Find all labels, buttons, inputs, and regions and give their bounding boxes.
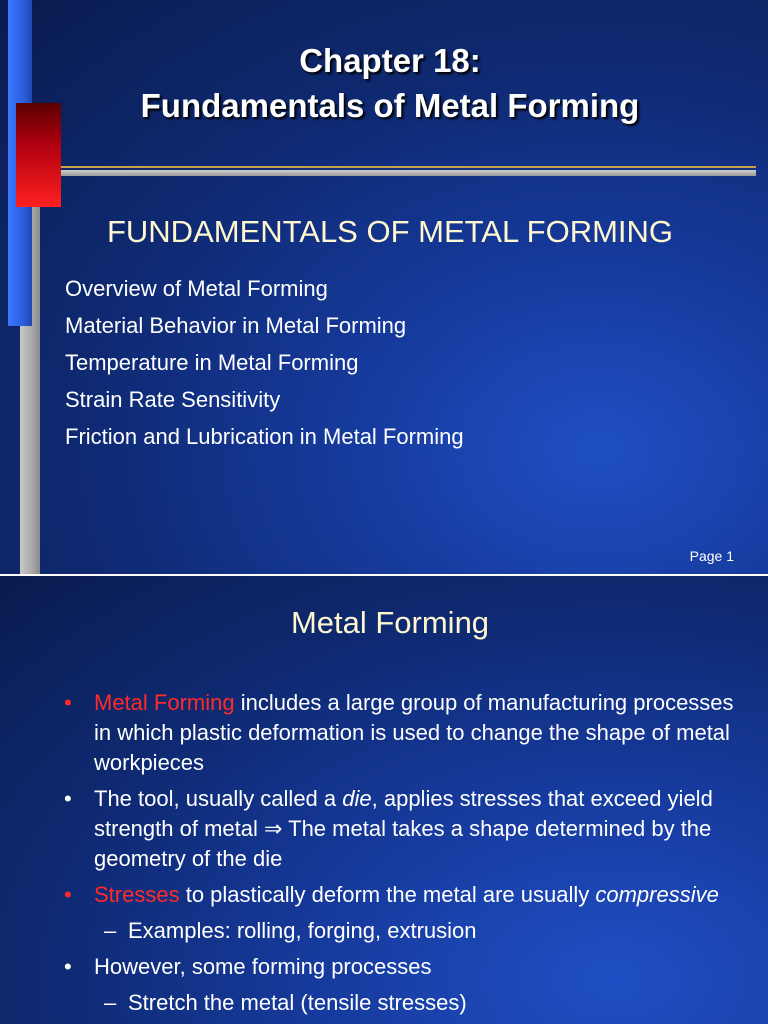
topic-item: Strain Rate Sensitivity: [65, 387, 281, 412]
bullet-marker: •: [64, 954, 72, 979]
page-number: Page 1: [689, 548, 734, 564]
chapter-title: [40, 38, 740, 128]
bullet-marker: •: [64, 690, 72, 715]
term-italic: compressive: [595, 882, 719, 907]
section-heading: FUNDAMENTALS OF METAL FORMING: [106, 214, 674, 249]
decorative-gold-line: [20, 166, 756, 168]
bullet-text: The tool, usually called a: [94, 786, 343, 811]
decorative-grey-line: [32, 170, 756, 176]
bullet-marker: •: [64, 786, 72, 811]
bullet-text: The metal takes a shape determined by the geometry of the die: [94, 816, 712, 871]
bullet-text: , applies stresses that exceed yield strength of metal: [94, 786, 713, 841]
bullet-item: [64, 688, 744, 778]
topic-item: Friction and Lubrication in Metal Forming: [65, 424, 464, 449]
bullet-item: [64, 784, 744, 874]
dash-marker: –: [104, 990, 117, 1015]
term-italic: die: [342, 786, 372, 811]
chapter-title-line-2: Fundamentals of Metal Forming: [140, 87, 640, 124]
dash-marker: –: [104, 918, 117, 943]
bullet-item: [64, 880, 744, 910]
bullet-marker: •: [64, 882, 72, 907]
sub-bullet-text: Examples: rolling, forging, extrusion: [128, 918, 477, 943]
term-highlight: Metal Forming: [94, 690, 235, 715]
chapter-title-line-1: Chapter 18:: [299, 42, 481, 79]
implies-arrow-icon: ⇒: [263, 816, 283, 841]
sub-bullet-item: [64, 988, 744, 1018]
term-highlight: Stresses: [94, 882, 180, 907]
topic-list: [65, 270, 464, 455]
topic-item: Material Behavior in Metal Forming: [65, 313, 407, 338]
bullet-text: to plastically deform the metal are usually: [179, 882, 596, 907]
sub-bullet-item: [64, 916, 744, 946]
slide-title: Metal Forming: [290, 605, 490, 640]
topic-item: Overview of Metal Forming: [65, 276, 328, 301]
bullet-item: [64, 952, 744, 982]
bullet-text: However, some forming processes: [94, 954, 432, 979]
sub-bullet-text: Stretch the metal (tensile stresses): [128, 990, 467, 1015]
bullet-text: includes a large group of manufacturing processes in which plastic deformation is used to change the shape of metal workpieces: [94, 690, 734, 775]
topic-item: Temperature in Metal Forming: [65, 350, 359, 375]
bullet-list: [64, 688, 744, 1024]
